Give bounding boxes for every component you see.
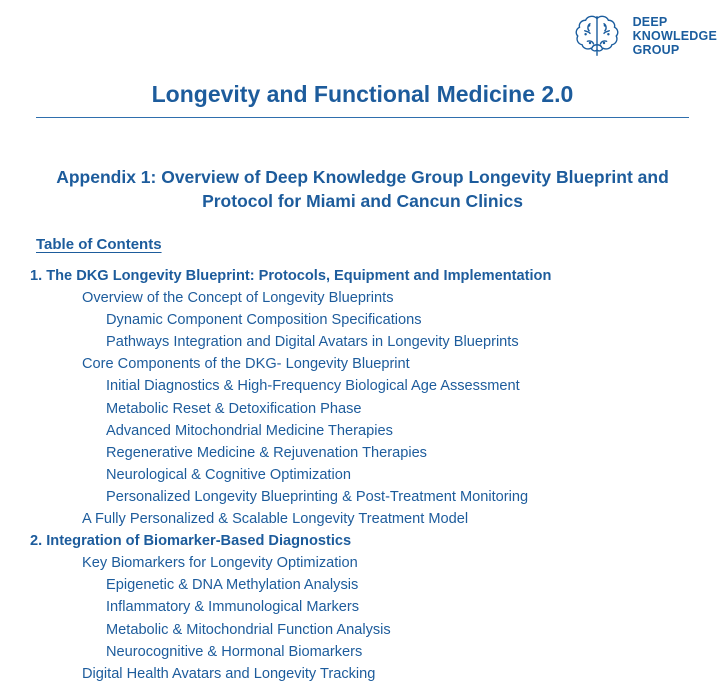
toc-entry[interactable]: Advanced Mitochondrial Medicine Therapies	[106, 422, 393, 439]
toc-entry[interactable]: Initial Diagnostics & High-Frequency Biological Age Assessment	[106, 378, 520, 395]
toc-entry[interactable]: Neurocognitive & Hormonal Biomarkers	[106, 643, 363, 660]
toc-entry[interactable]: Metabolic & Mitochondrial Function Analysis	[106, 621, 391, 638]
logo-line-2: KNOWLEDGE	[632, 29, 717, 43]
toc-entry[interactable]: Neurological & Cognitive Optimization	[106, 466, 351, 483]
toc-entry[interactable]: Overview of the Concept of Longevity Blueprints	[82, 290, 394, 307]
toc-entry[interactable]: A Fully Personalized & Scalable Longevity Treatment Model	[82, 511, 469, 528]
page-title: Longevity and Functional Medicine 2.0	[151, 81, 574, 108]
toc-entry[interactable]: Regenerative Medicine & Rejuvenation Therapies	[106, 444, 427, 461]
toc-entry[interactable]: Dynamic Component Composition Specifications	[106, 312, 422, 329]
title-divider	[36, 117, 689, 118]
toc-entry[interactable]: Digital Health Avatars and Longevity Tracking	[82, 665, 376, 682]
table-of-contents-heading: Table of Contents	[36, 236, 162, 253]
company-logo	[569, 8, 717, 64]
toc-entry[interactable]: Inflammatory & Immunological Markers	[106, 599, 360, 616]
toc-entry[interactable]: Core Components of the DKG- Longevity Blueprint	[82, 356, 410, 373]
table-of-contents	[30, 265, 710, 685]
toc-entry[interactable]: Epigenetic & DNA Methylation Analysis	[106, 577, 359, 594]
logo-wordmark	[633, 15, 717, 57]
brain-logo-icon	[569, 8, 625, 64]
toc-entry[interactable]: Key Biomarkers for Longevity Optimization	[82, 555, 358, 572]
toc-entry[interactable]: Pathways Integration and Digital Avatars in Longevity Blueprints	[106, 334, 519, 351]
toc-entry[interactable]: 1. The DKG Longevity Blueprint: Protocols, Equipment and Implementation	[30, 268, 552, 284]
toc-entry[interactable]: Personalized Longevity Blueprinting & Post-Treatment Monitoring	[106, 488, 529, 505]
toc-entry[interactable]: Metabolic Reset & Detoxification Phase	[106, 400, 362, 417]
appendix-title: Appendix 1: Overview of Deep Knowledge Group Longevity Blueprint and Protocol for Miami and Cancun Clinics	[56, 166, 669, 212]
logo-line-3: GROUP	[632, 43, 680, 57]
toc-entry[interactable]: 2. Integration of Biomarker-Based Diagnostics	[30, 533, 352, 550]
logo-line-1: DEEP	[632, 15, 668, 29]
